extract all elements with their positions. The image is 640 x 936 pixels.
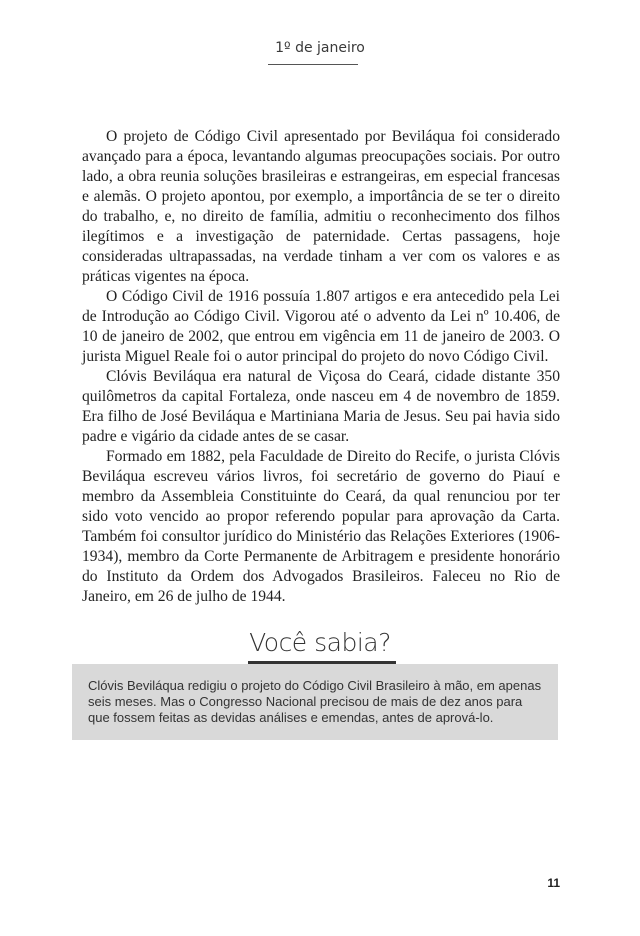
sidebar-title-underline — [248, 661, 396, 664]
sidebar-title: Você sabia? — [249, 628, 391, 657]
body-text — [82, 127, 560, 607]
paragraph: Formado em 1882, pela Faculdade de Direito do Recife, o jurista Clóvis Beviláqua escreveu vários livros, foi secretário de governo do Piauí e membro da Assembleia Constituinte do Ceará, da qual renunciou por ter sido voto vencido ao propor referendo popular para aprovação da Carta. Também foi consultor jurídico do Ministério das Relações Exteriores (1906-1934), membro da Corte Permanente de Arbitragem e presidente honorário do Instituto da Ordem dos Advogados Brasileiros. Faleceu no Rio de Janeiro, em 26 de julho de 1944. — [82, 448, 560, 605]
page-number: 11 — [547, 876, 560, 890]
running-header: 1º de janeiro — [275, 40, 365, 56]
paragraph: Clóvis Beviláqua era natural de Viçosa do Ceará, cidade distante 350 quilômetros da capital Fortaleza, onde nasceu em 4 de novembro de 1859. Era filho de José Beviláqua e Martiniana Maria de Jesus. Seu pai havia sido padre e vigário da cidade antes de se casar. — [82, 368, 560, 445]
header-divider — [268, 64, 358, 65]
did-you-know-box — [72, 664, 558, 740]
sidebar-text: Clóvis Beviláqua redigiu o projeto do Código Civil Brasileiro à mão, em apenas seis meses. Mas o Congresso Nacional precisou de mais de dez anos para que fossem feitas as devidas análises e emendas, antes de aprová-lo. — [88, 678, 542, 725]
paragraph: O Código Civil de 1916 possuía 1.807 artigos e era antecedido pela Lei de Introdução ao Código Civil. Vigorou até o advento da Lei nº 10.406, de 10 de janeiro de 2002, que entrou em vigência em 11 de janeiro de 2003. O jurista Miguel Reale foi o autor principal do projeto do novo Código Civil. — [82, 288, 560, 365]
paragraph: O projeto de Código Civil apresentado por Beviláqua foi considerado avançado para a época, levantando algumas preocupações sociais. Por outro lado, a obra reunia soluções brasileiras e estrangeiras, em especial francesas e alemãs. O projeto apontou, por exemplo, a importância de se ter o direito do trabalho, e, no direito de família, admitiu o reconhecimento dos filhos ilegítimos e a investigação de paternidade. Certas passagens, hoje consideradas ultrapassadas, na verdade tinham a ver com os valores e as práticas vigentes na época. — [82, 128, 560, 285]
